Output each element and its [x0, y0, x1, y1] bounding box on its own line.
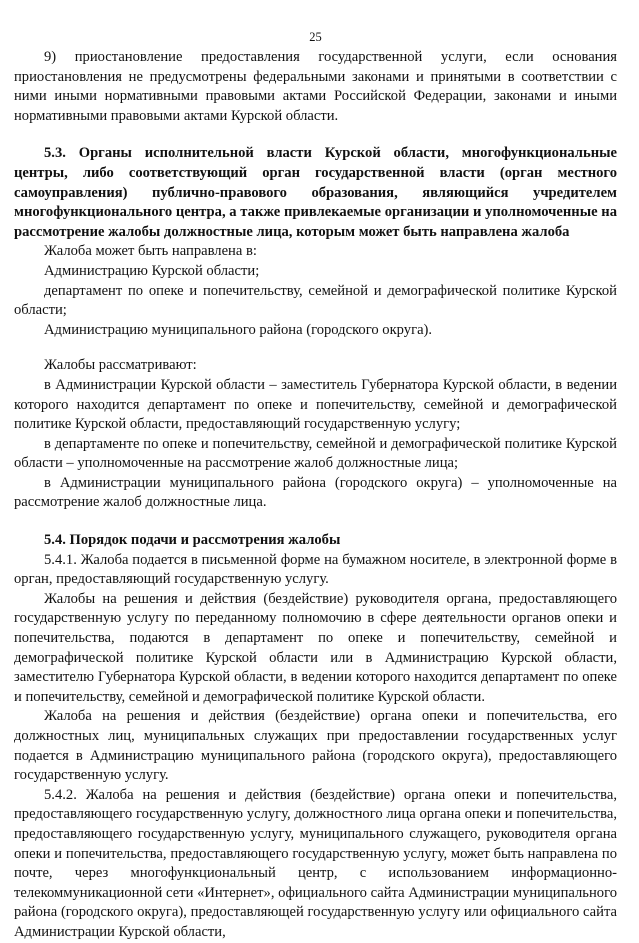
paragraph: в Администрации Курской области – заместитель Губернатора Курской области, в ведении которого находится департамент по опеке и попечительству, семейной и демографической политике Курской области, предоставляющий государственную услугу;	[14, 376, 617, 433]
paragraph: Жалоба может быть направлена в:	[44, 243, 257, 260]
paragraph: Жалоба на решения и действия (бездействие) органа опеки и попечительства, его должностных лиц, муниципальных служащих при предоставлении государственных услуг подается в Администрацию муниципального района (городского округа), предоставляющего государственную услугу.	[14, 708, 617, 784]
spacer	[14, 513, 617, 531]
section-5-3-heading: 5.3. Органы исполнительной власти Курской области, многофункциональные центры, либо соответствующий орган государственной власти (орган местного самоуправления) публично-правового образования, являющийся учредителем многофункционального центра, а также привлекаемые организации и уполномоченные на рассмотрение жалобы должностные лица, которым может быть направлена жалоба	[14, 145, 617, 240]
paragraph: Администрацию Курской области;	[44, 262, 260, 279]
page-number: 25	[309, 30, 322, 44]
paragraph: департамент по опеке и попечительству, семейной и демографической политике Курской области;	[14, 282, 617, 319]
paragraph-item-9: 9) приостановление предоставления государственной услуги, если основания приостановления не предусмотрены федеральными законами и принятыми в соответствии с ними иными нормативными правовыми актами Российской Федерации, законами и иными нормативными правовыми актами Курской области.	[14, 49, 617, 124]
paragraph: Жалобы рассматривают:	[44, 357, 197, 374]
paragraph: в департаменте по опеке и попечительству, семейной и демографической политике Курской области – уполномоченные на рассмотрение жалоб должностные лица;	[14, 435, 617, 472]
paragraph: 5.4.2. Жалоба на решения и действия (бездействие) органа опеки и попечительства, предоставляющего государственную услугу, должностного лица органа опеки и попечительства, предоставляющего государственную услугу, муниципального служащего, руководителя органа опеки и попечительства, предоставляющего государственную услугу, может быть направлена по почте, через многофункциональный центр, с использованием информационно-телекоммуникационной сети «Интернет», официального сайта Администрации муниципального района (городского округа), предоставляющей государственную услугу или официального сайта Администрации Курской области,	[14, 786, 617, 940]
paragraph: в Администрации муниципального района (городского округа) – уполномоченные на рассмотрение жалоб должностные лица.	[14, 474, 617, 511]
section-5-4-heading: 5.4. Порядок подачи и рассмотрения жалобы	[44, 532, 341, 549]
section-5-3	[14, 144, 617, 513]
spacer	[14, 126, 617, 144]
paragraph: 5.4.1. Жалоба подается в письменной форме на бумажном носителе, в электронной форме в орган, предоставляющий государственную услугу.	[14, 551, 617, 588]
paragraph: Жалобы на решения и действия (бездействие) руководителя органа, предоставляющего государственную услугу по переданному полномочию в сфере деятельности органов опеки и попечительства, подаются в департамент по опеке и попечительству, семейной и демографической политике Курской области или в Администрацию Курской области, заместителю Губернатора Курской области, в ведении которого находится департамент по опеке и попечительству, семейной и демографической политике Курской области.	[14, 590, 617, 705]
paragraph: Администрацию муниципального района (городского округа).	[44, 321, 433, 338]
section-5-4	[14, 531, 617, 942]
spacer	[14, 340, 617, 356]
